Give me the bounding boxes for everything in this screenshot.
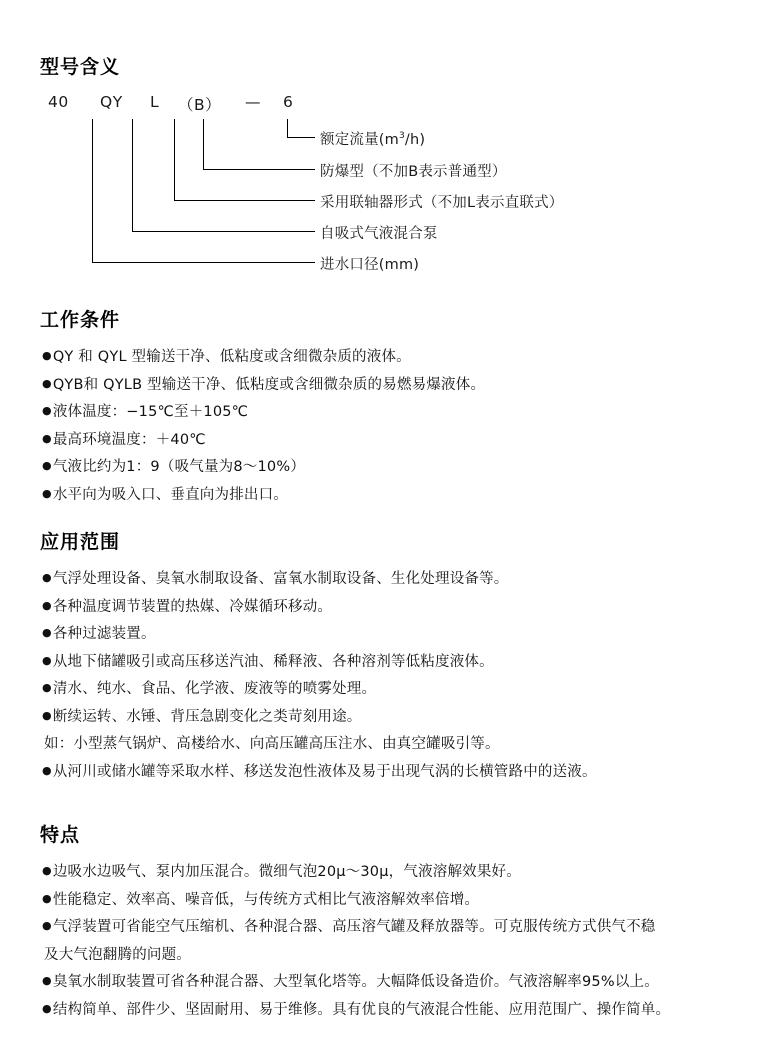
section-title-model: 型号含义: [40, 56, 121, 78]
list-item: [42, 399, 750, 427]
label-coupling-type: 采用联轴器形式（不加L表示直联式）: [320, 195, 564, 211]
leader-vline-pump-type: [132, 119, 133, 231]
list-item-text: 气液比约为1：9（吸气量为8～10%）: [52, 459, 306, 476]
list-item-text: QYB和 QYLB 型输送干净、低粘度或含细微杂质的易燃易爆液体。: [52, 376, 486, 393]
list-item: [42, 914, 750, 942]
application-range-list: [40, 566, 750, 786]
model-code-diagram: [40, 117, 740, 302]
features-section: [40, 820, 750, 1024]
list-item: [42, 621, 750, 649]
bullet-dot-icon: ●: [42, 404, 52, 418]
application-range-note: 如：小型蒸气锅炉、高楼给水、向高压罐高压注水、由真空罐吸引等。: [44, 736, 500, 753]
list-item: [42, 427, 750, 455]
bullet-dot-icon: ●: [42, 864, 52, 877]
bullet-dot-icon: ●: [42, 571, 52, 584]
list-item: [42, 344, 750, 372]
leader-hline-pump-type: [132, 231, 315, 232]
features-list: [40, 859, 750, 1024]
code-part-qy: QY: [100, 93, 123, 111]
list-item-text: 结构简单、部件少、坚固耐用、易于维修。具有优良的气液混合性能、应用范围广、操作简单。: [52, 1001, 671, 1018]
bullet-dot-icon: ●: [42, 598, 52, 612]
bullet-dot-icon: ●: [42, 708, 52, 722]
bullet-dot-icon: ●: [42, 431, 52, 445]
list-item-text: 臭氧水制取装置可省各种混合器、大型氧化塔等。大幅降低设备造价。气液溶解率95%以上。: [52, 974, 659, 991]
bullet-dot-icon: ●: [42, 681, 52, 695]
features-continuation: 及大气泡翻腾的问题。: [44, 946, 191, 963]
leader-hline-explosion: [203, 169, 315, 170]
bullet-dot-icon: ●: [42, 653, 52, 667]
list-item: [42, 372, 750, 400]
list-item: [42, 704, 750, 732]
model-code-section: [40, 52, 740, 302]
list-item-text: 最高环境温度：＋40℃: [52, 431, 206, 448]
list-item-text: 从河川或储水罐等采取水样、移送发泡性液体及易于出现气涡的长横管路中的送液。: [52, 763, 597, 780]
label-pump-type: 自吸式气液混合泵: [320, 226, 438, 242]
bullet-dot-icon: ●: [42, 891, 52, 905]
list-item: [42, 759, 750, 787]
list-item: [42, 566, 750, 594]
leader-vline-coupling: [174, 119, 175, 200]
list-item: [42, 859, 750, 887]
list-item: [42, 454, 750, 482]
bullet-dot-icon: ●: [42, 919, 52, 933]
bullet-dot-icon: ●: [42, 349, 52, 362]
label-rated-flow: 额定流量$(m^3/h)$: [320, 131, 426, 148]
bullet-dot-icon: ●: [42, 626, 52, 640]
bullet-dot-icon: ●: [42, 376, 52, 390]
list-item: [42, 676, 750, 704]
list-item-text: 水平向为吸入口、垂直向为排出口。: [52, 486, 289, 503]
code-part-diameter: 40: [48, 93, 69, 111]
list-item: [42, 649, 750, 677]
list-item-text: 各种温度调节装置的热媒、冷媒循环移动。: [52, 598, 333, 615]
bullet-dot-icon: ●: [42, 1001, 52, 1015]
bullet-dot-icon: ●: [42, 459, 52, 473]
label-inlet-diameter: 进水口径(mm): [320, 257, 420, 273]
leader-hline-flow: [287, 137, 315, 138]
list-item-text: QY 和 QYL 型输送干净、低粘度或含细微杂质的液体。: [52, 349, 411, 365]
list-item-text: 边吸水边吸气、泵内加压混合。微细气泡20μ～30μ，气液溶解效果好。: [52, 864, 521, 880]
label-explosion-proof: 防爆型（不加B表示普通型）: [320, 164, 507, 180]
section-title-features: 特点: [40, 824, 81, 846]
list-item-text: 气浮装置可省能空气压缩机、各种混合器、高压溶气罐及释放器等。可克服传统方式供气不稳: [52, 919, 656, 936]
list-item-text: 各种过滤装置。: [52, 626, 156, 643]
bullet-dot-icon: ●: [42, 974, 52, 988]
leader-hline-inlet: [92, 262, 315, 263]
application-range-section: [40, 527, 750, 786]
list-item-text: 性能稳定、效率高、噪音低，与传统方式相比气液溶解效率倍增。: [52, 891, 480, 908]
list-item: [42, 482, 750, 510]
code-part-b: （B）: [178, 96, 222, 114]
leader-hline-coupling: [174, 200, 315, 201]
list-item: [42, 594, 750, 622]
model-code-row: [40, 93, 740, 115]
bullet-dot-icon: ●: [42, 763, 52, 777]
leader-vline-explosion: [203, 119, 204, 169]
code-part-flow: 6: [283, 93, 294, 111]
list-item: [42, 997, 750, 1025]
list-item-text: 液体温度：−15℃至＋105℃: [52, 404, 249, 421]
leader-vline-inlet: [92, 119, 93, 262]
work-conditions-list: [40, 344, 750, 509]
list-item-text: 气浮处理设备、臭氧水制取设备、富氧水制取设备、生化处理设备等。: [52, 571, 509, 587]
code-part-dash: —: [245, 93, 261, 111]
leader-vline-flow: [287, 119, 288, 137]
section-title-application-range: 应用范围: [40, 531, 121, 553]
list-item-text: 断续运转、水锤、背压急剧变化之类苛刻用途。: [52, 708, 362, 725]
list-item: [42, 969, 750, 997]
bullet-dot-icon: ●: [42, 486, 52, 500]
work-conditions-section: [40, 305, 750, 509]
list-item-text: 从地下储罐吸引或高压移送汽油、稀释液、各种溶剂等低粘度液体。: [52, 653, 494, 670]
list-item-text: 清水、纯水、食品、化学液、废液等的喷雾处理。: [52, 681, 377, 698]
section-title-work-conditions: 工作条件: [40, 309, 121, 331]
code-part-l: L: [150, 93, 160, 111]
list-item: [42, 887, 750, 915]
